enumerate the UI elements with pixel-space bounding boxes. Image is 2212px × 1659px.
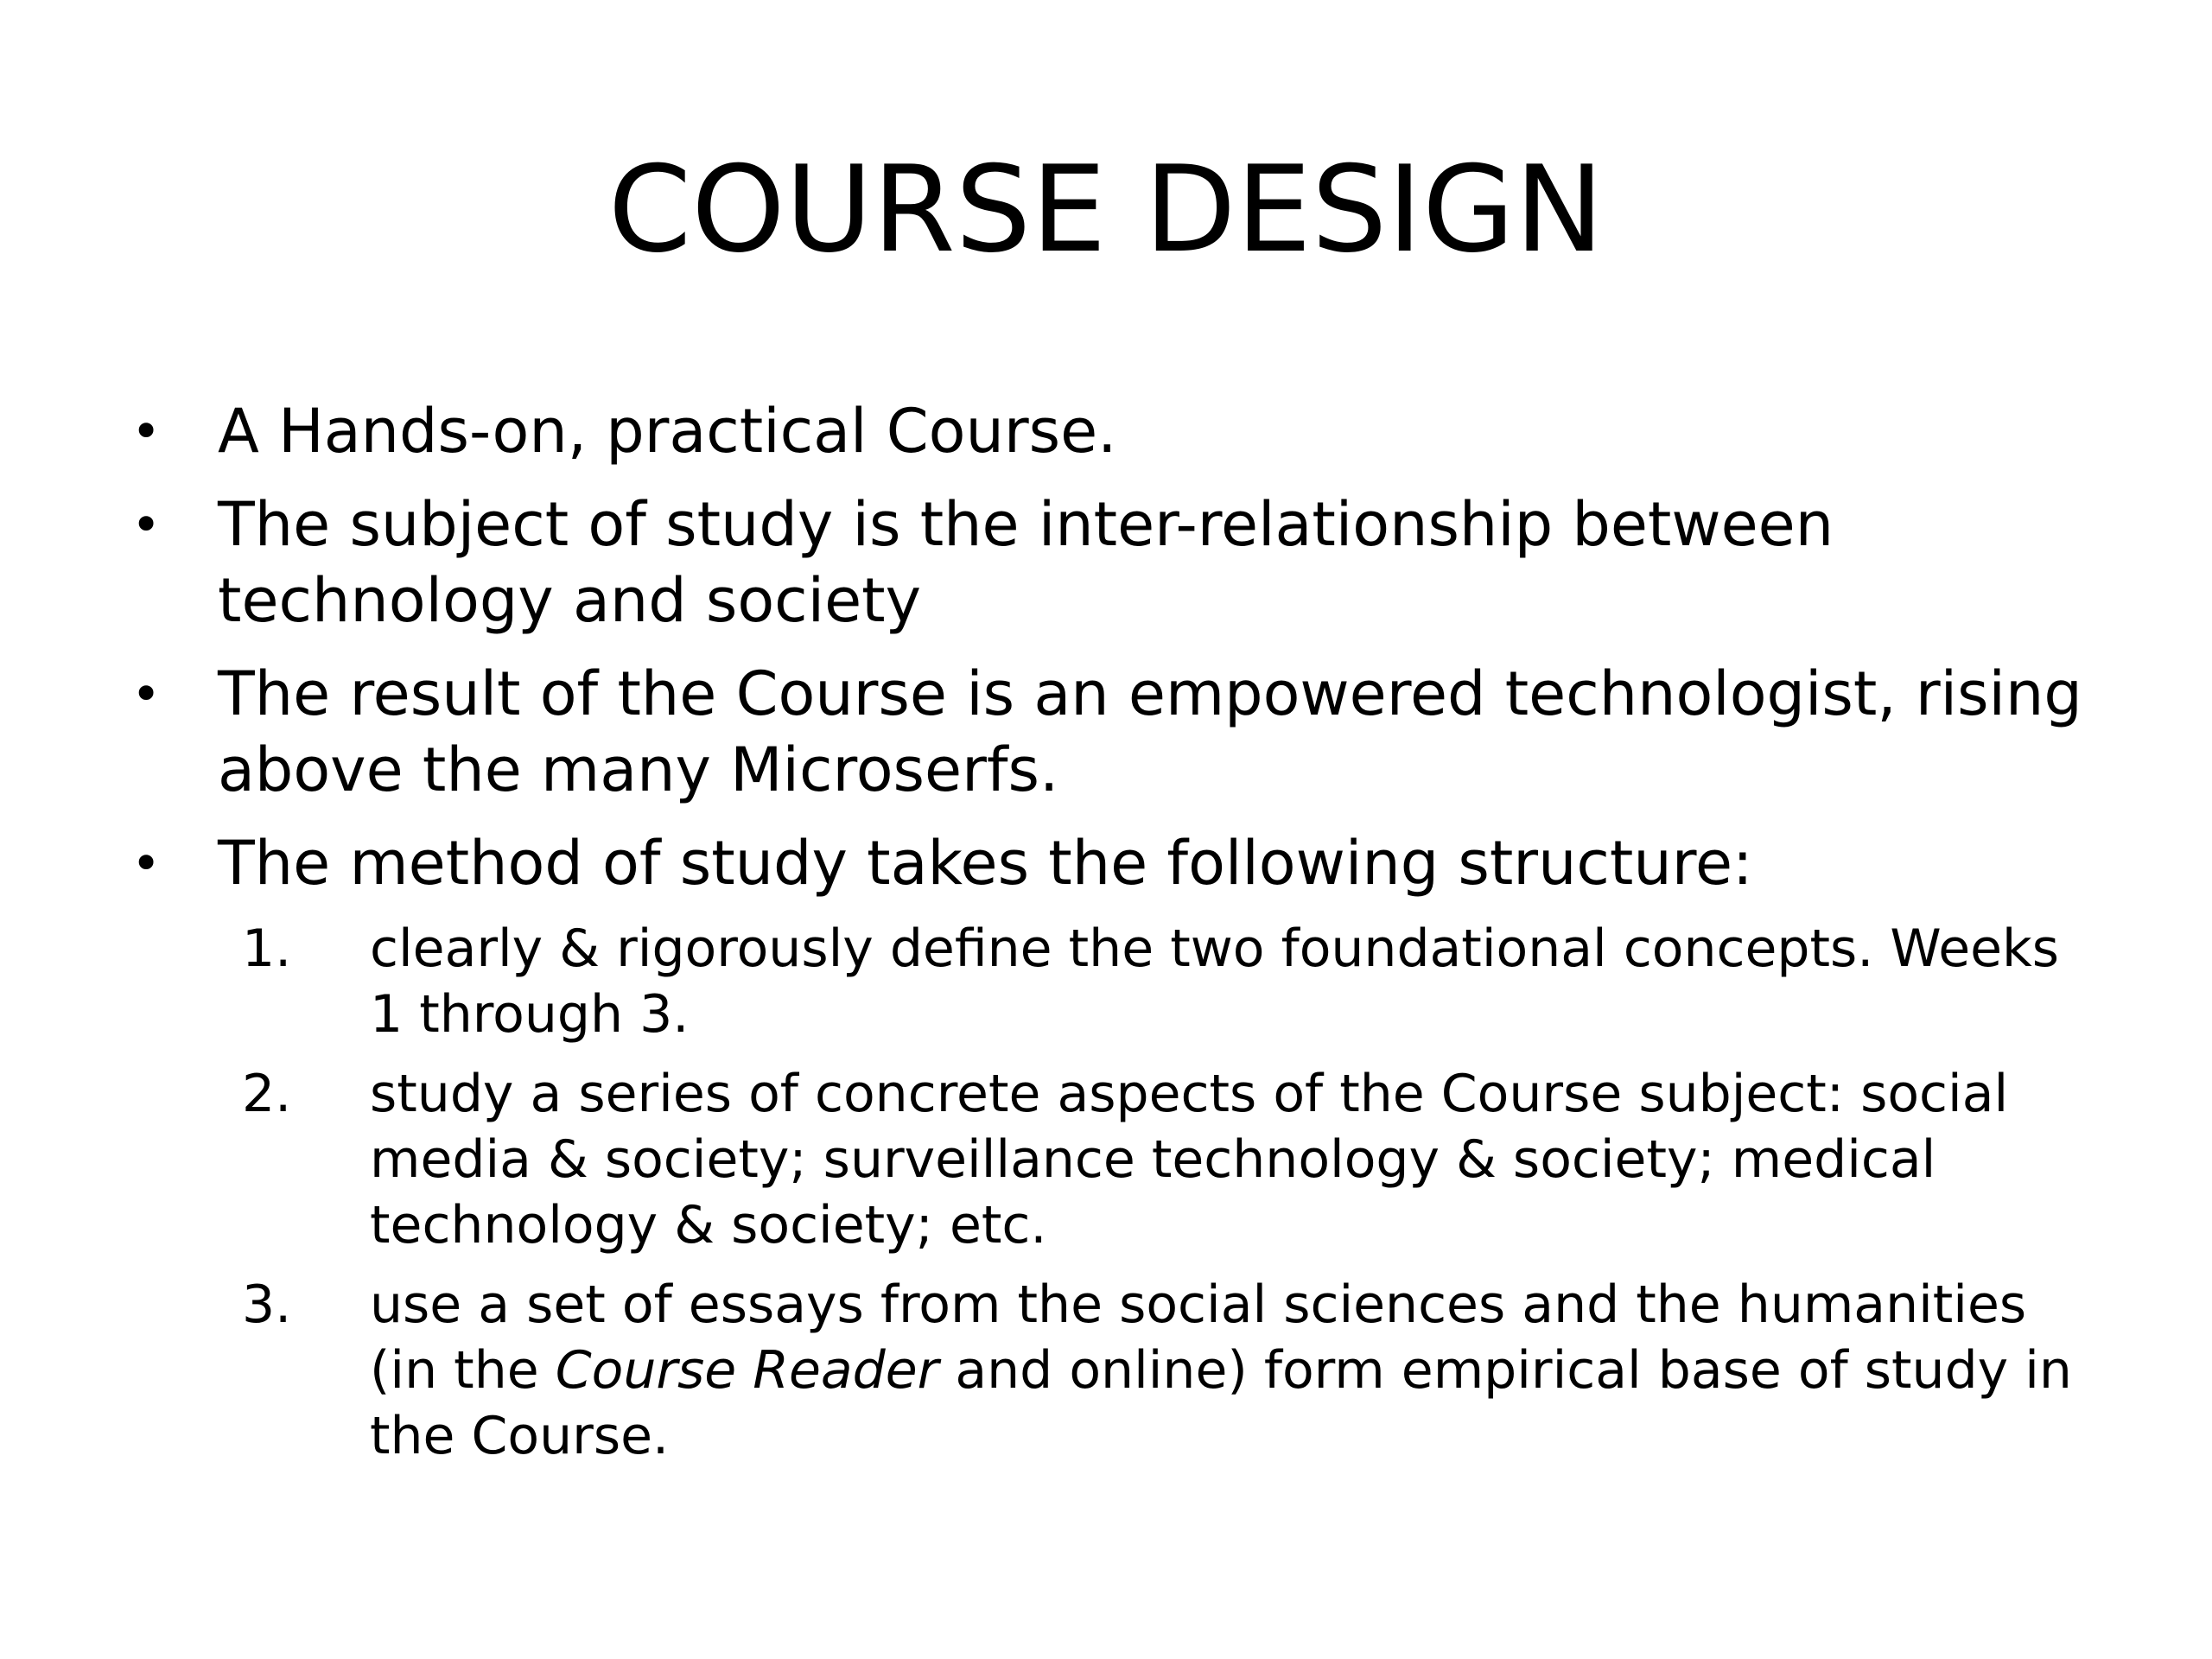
- bullet-dot-icon: •: [131, 834, 162, 893]
- item-number: 2.: [242, 1064, 292, 1124]
- item-text: [370, 1274, 2072, 1466]
- item-number: 3.: [242, 1274, 292, 1335]
- bullet-text: The subject of study is the inter-relationship between technology and society: [218, 489, 1834, 636]
- course-reader-title: Course Reader: [555, 1340, 939, 1401]
- slide-title: COURSE DESIGN: [607, 140, 1605, 279]
- bullet-dot-icon: •: [131, 402, 162, 461]
- numbered-item: [242, 916, 2108, 1047]
- bullet-item: [131, 393, 2110, 469]
- item-text-end: and online) form empirical base of study in the Course.: [370, 1340, 2072, 1466]
- numbered-item: [242, 1061, 2108, 1258]
- bullet-list: [131, 393, 2110, 918]
- item-number: 1.: [242, 918, 292, 979]
- item-text: clearly & rigorously define the two foundational concepts. Weeks 1 through 3.: [370, 918, 2060, 1045]
- bullet-item: [131, 825, 2110, 901]
- numbered-item: [242, 1272, 2108, 1469]
- bullet-text: The method of study takes the following structure:: [218, 828, 1753, 899]
- numbered-list: [242, 916, 2108, 1483]
- bullet-dot-icon: •: [131, 495, 162, 554]
- item-text: study a series of concrete aspects of the Course subject: social media & society; surveillance technology & society; medical technology & society; etc.: [370, 1064, 2009, 1255]
- bullet-item: [131, 486, 2110, 639]
- bullet-text: The result of the Course is an empowered technologist, rising above the many Microserfs.: [218, 658, 2082, 805]
- item-text-start: use a set of essays from the social sciences and the humanities (in the: [370, 1274, 2027, 1401]
- bullet-dot-icon: •: [131, 664, 162, 723]
- bullet-text: A Hands-on, practical Course.: [218, 396, 1117, 467]
- bullet-item: [131, 656, 2110, 808]
